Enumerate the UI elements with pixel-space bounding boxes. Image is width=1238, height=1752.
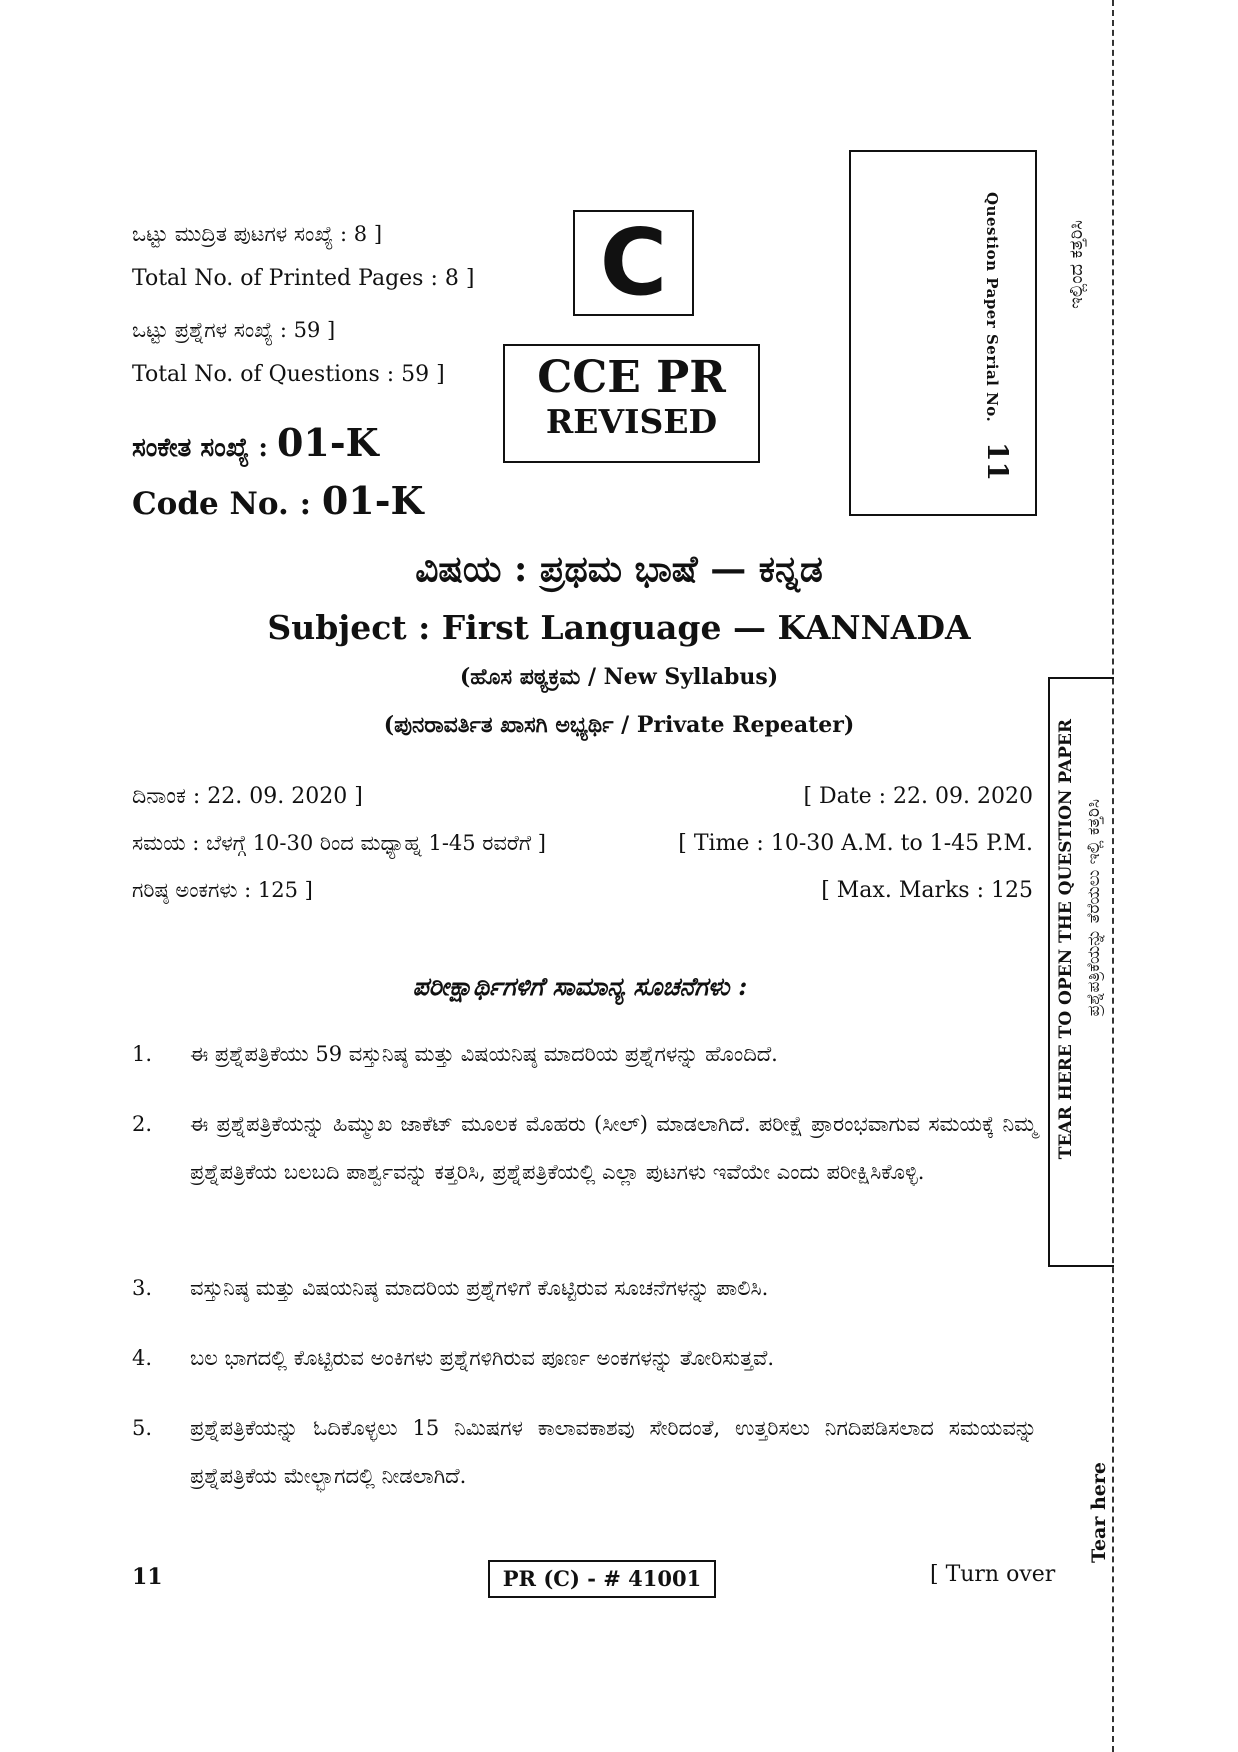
instruction-text: ಬಲ ಭಾಗದಲ್ಲಿ ಕೊಟ್ಟಿರುವ ಅಂಕಿಗಳು ಪ್ರಶ್ನೆಗಳಿಗಿರುವ ಪೂರ್ಣ ಅಂಕಗಳನ್ನು ತೋರಿಸುತ್ತವೆ. [190, 1346, 775, 1370]
instruction-item [132, 1264, 1037, 1312]
instruction-number: 1. [132, 1042, 153, 1066]
subject-english: Subject : First Language — KANNADA [267, 608, 971, 647]
code-kn-label: ಸಂಕೇತ ಸಂಖ್ಯೆ : [132, 433, 277, 463]
paper-version: C [599, 209, 668, 316]
page-number: 11 [132, 1564, 163, 1590]
instructions-title: ಪರೀಕ್ಷಾರ್ಥಿಗಳಿಗೆ ಸಾಮಾನ್ಯ ಸೂಚನೆಗಳು : [412, 972, 748, 1001]
subject-kannada: ವಿಷಯ : ಪ್ರಥಮ ಭಾಷೆ — ಕನ್ನಡ [415, 548, 823, 590]
code-en-label: Code No. : [132, 486, 322, 522]
instruction-text: ಈ ಪ್ರಶ್ನೆಪತ್ರಿಕೆಯು 59 ವಸ್ತುನಿಷ್ಠ ಮತ್ತು ವಿಷಯನಿಷ್ಠ ಮಾದರಿಯ ಪ್ರಶ್ನೆಗಳನ್ನು ಹೊಂದಿದೆ. [190, 1042, 778, 1066]
paper-version-box [573, 210, 694, 316]
max-marks-kannada: ಗರಿಷ್ಠ ಅಂಕಗಳು : 125 ] [132, 878, 313, 902]
instruction-text: ಈ ಪ್ರಶ್ನೆಪತ್ರಿಕೆಯನ್ನು ಹಿಮ್ಮುಖ ಜಾಕೆಟ್ ಮೂಲಕ ಮೊಹರು (ಸೀಲ್) ಮಾಡಲಾಗಿದೆ. ಪರೀಕ್ಷೆ ಪ್ರಾರಂಭವಾಗುವ ಸಮಯಕ್ಕೆ ನಿಮ್ಮ ಪ್ರಶ್ನೆಪತ್ರಿಕೆಯ ಬಲಬದಿ ಪಾರ್ಶ್ವವನ್ನು ಕತ್ತರಿಸಿ, ಪ್ರಶ್ನೆಪತ್ರಿಕೆಯಲ್ಲಿ ಎಲ್ಲಾ ಪುಟಗಳು ಇವೆಯೇ ಎಂದು ಪರೀಕ್ಷಿಸಿಕೊಳ್ಳಿ. [190, 1112, 1037, 1184]
tear-instruction-english: TEAR HERE TO OPEN THE QUESTION PAPER [1056, 719, 1076, 1160]
tear-instruction-kannada: ಪ್ರಶ್ನೆಪತ್ರಿಕೆಯನ್ನು ತೆರೆಯಲು ಇಲ್ಲಿ ಕತ್ತರಿಸಿ [1084, 799, 1104, 1017]
code-number-kannada [132, 420, 379, 465]
total-pages-kannada: ಒಟ್ಟು ಮುದ್ರಿತ ಪುಟಗಳ ಸಂಖ್ಯೆ : 8 ] [132, 222, 383, 246]
paper-code: PR (C) - # 41001 [502, 1566, 702, 1591]
cce-pr-box [503, 344, 760, 463]
instruction-number: 4. [132, 1346, 153, 1370]
date-kannada: ದಿನಾಂಕ : 22. 09. 2020 ] [132, 784, 363, 809]
instruction-number: 5. [132, 1416, 153, 1440]
code-en-value: 01-K [321, 478, 424, 523]
instruction-number: 3. [132, 1276, 153, 1300]
instruction-item [132, 1334, 1037, 1382]
instruction-text: ಪ್ರಶ್ನೆಪತ್ರಿಕೆಯನ್ನು ಓದಿಕೊಳ್ಳಲು 15 ನಿಮಿಷಗಳ ಕಾಲಾವಕಾಶವು ಸೇರಿದಂತೆ, ಉತ್ತರಿಸಲು ನಿಗದಿಪಡಿಸಲಾದ ಸಮಯವನ್ನು ಪ್ರಶ್ನೆಪತ್ರಿಕೆಯ ಮೇಲ್ಭಾಗದಲ್ಲಿ ನೀಡಲಾಗಿದೆ. [190, 1416, 1037, 1488]
total-questions-english: Total No. of Questions : 59 ] [132, 362, 445, 387]
total-pages-english: Total No. of Printed Pages : 8 ] [132, 266, 475, 291]
instruction-item [132, 1030, 1037, 1078]
syllabus-line: (ಹೊಸ ಪಠ್ಯಕ್ರಮ / New Syllabus) [459, 664, 779, 690]
serial-number-box [849, 150, 1037, 516]
tear-here-label: Tear here [1088, 1462, 1110, 1563]
instruction-text: ವಸ್ತುನಿಷ್ಠ ಮತ್ತು ವಿಷಯನಿಷ್ಠ ಮಾದರಿಯ ಪ್ರಶ್ನೆಗಳಿಗೆ ಕೊಟ್ಟಿರುವ ಸೂಚನೆಗಳನ್ನು ಪಾಲಿಸಿ. [190, 1276, 769, 1300]
time-kannada: ಸಮಯ : ಬೆಳಗ್ಗೆ 10-30 ರಿಂದ ಮಧ್ಯಾಹ್ನ 1-45 ರವರೆಗೆ ] [132, 831, 546, 855]
serial-label: Question Paper Serial No. [983, 192, 1001, 423]
time-english: [ Time : 10-30 A.M. to 1-45 P.M. [678, 831, 1033, 856]
turn-over-label: [ Turn over [930, 1562, 1056, 1587]
candidate-type-line: (ಪುನರಾವರ್ತಿತ ಖಾಸಗಿ ಅಭ್ಯರ್ಥಿ / Private Repeater) [383, 712, 855, 738]
cce-title: CCE PR [537, 352, 726, 403]
serial-number: 11 [981, 442, 1014, 481]
instruction-item [132, 1404, 1037, 1500]
cce-revised: REVISED [545, 402, 718, 441]
code-kn-value: 01-K [276, 420, 379, 465]
date-english: [ Date : 22. 09. 2020 [803, 784, 1033, 809]
code-number-english [132, 478, 424, 523]
instruction-item [132, 1100, 1037, 1196]
tear-kannada-top: ಇಲ್ಲಿಂದ ಕತ್ತರಿಸಿ [1066, 220, 1087, 309]
max-marks-english: [ Max. Marks : 125 [821, 878, 1033, 903]
instruction-number: 2. [132, 1112, 153, 1136]
paper-code-box [488, 1560, 716, 1598]
total-questions-kannada: ಒಟ್ಟು ಪ್ರಶ್ನೆಗಳ ಸಂಖ್ಯೆ : 59 ] [132, 318, 336, 342]
